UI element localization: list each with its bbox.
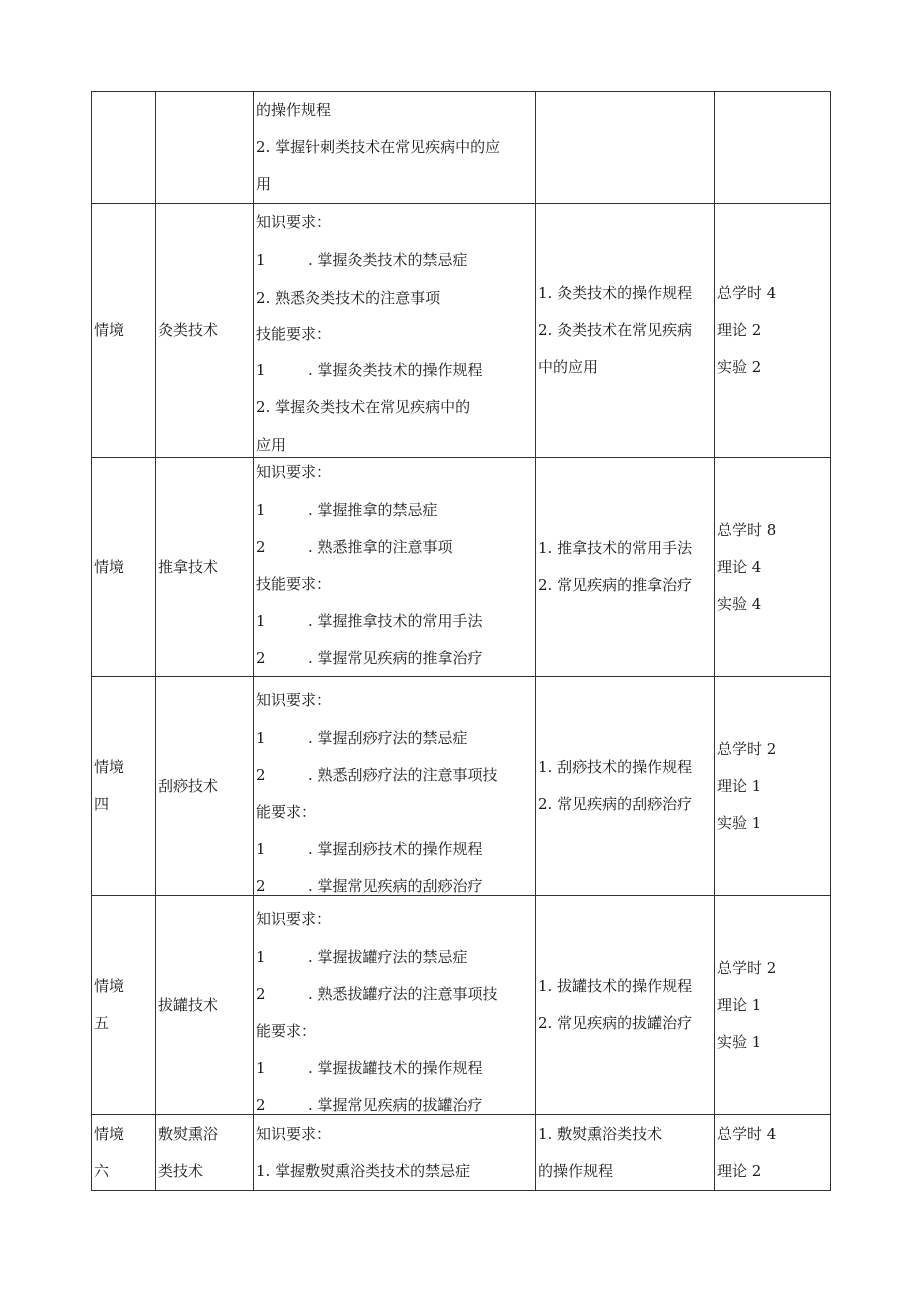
technique-name: 推拿技术 (158, 557, 219, 576)
scene-cell (92, 896, 156, 1115)
content-line: 1. 推拿技术的常用手法 (538, 539, 693, 557)
requirement-text: . 掌握刮痧技术的操作规程 (308, 840, 483, 858)
scene-label: 情境 (94, 758, 125, 776)
technique-cell (156, 896, 254, 1115)
table-row (92, 896, 831, 1115)
hours-line: 理论 2 (717, 321, 762, 339)
technique-name: 灸类技术 (158, 321, 219, 339)
requirements-cell (254, 458, 536, 677)
scene-label: 情境 (94, 321, 125, 339)
requirement-line: 2. 熟悉灸类技术的注意事项 (256, 289, 441, 307)
requirement-line (256, 352, 535, 389)
technique-cell (156, 677, 254, 896)
requirement-line: 应用 (256, 436, 287, 454)
technique-cell (156, 1115, 254, 1191)
scene-label: 情境 (94, 1124, 125, 1143)
requirement-text: . 掌握刮痧疗法的禁忌症 (308, 729, 468, 747)
requirement-line: 技能要求： (256, 575, 332, 593)
content-line: 1. 刮痧技术的操作规程 (538, 758, 693, 776)
item-number: 2 (256, 985, 266, 1003)
requirements-cell (254, 204, 536, 458)
item-number: 2 (256, 538, 266, 556)
content-line: 1. 灸类技术的操作规程 (538, 284, 693, 302)
requirements-cell (254, 92, 536, 204)
table-row (92, 92, 831, 204)
hours-line: 实验 4 (717, 594, 762, 613)
hours-line: 总学时 4 (717, 1124, 777, 1143)
requirement-line (256, 242, 535, 280)
requirement-text: . 掌握常见疾病的拔罐治疗 (308, 1096, 483, 1114)
table-row (92, 1115, 831, 1191)
requirement-text: . 掌握拔罐疗法的禁忌症 (308, 948, 468, 966)
requirement-line (256, 720, 535, 757)
scene-cell (92, 677, 156, 896)
item-number: 1 (256, 361, 266, 379)
technique-cell (156, 204, 254, 458)
table-row (92, 677, 831, 896)
technique-name: 类技术 (158, 1161, 204, 1180)
item-number: 1 (256, 840, 266, 858)
technique-name: 敷熨熏浴 (158, 1124, 219, 1143)
item-number: 1 (256, 1059, 266, 1077)
hours-line: 实验 1 (717, 1032, 762, 1051)
requirement-line (256, 976, 535, 1013)
scene-label: 四 (94, 795, 110, 813)
hours-line: 实验 2 (717, 358, 762, 376)
technique-name: 刮痧技术 (158, 776, 219, 795)
requirement-line (256, 939, 535, 976)
item-number: 2 (256, 649, 266, 667)
requirement-line (256, 1050, 535, 1087)
requirement-text: . 掌握灸类技术的禁忌症 (308, 251, 468, 269)
item-number: 1 (256, 612, 266, 630)
requirement-text: . 掌握常见疾病的刮痧治疗 (308, 877, 483, 895)
table-row (92, 458, 831, 677)
content-line: 2. 常见疾病的刮痧治疗 (538, 795, 693, 813)
hours-cell (715, 204, 831, 458)
item-number: 2 (256, 877, 266, 895)
requirement-line (256, 868, 535, 895)
requirement-text: . 熟悉刮痧疗法的注意事项技 (308, 766, 498, 784)
course-plan-table (91, 91, 831, 1191)
requirement-line: 用 (256, 175, 272, 193)
hours-line: 实验 1 (717, 813, 762, 832)
requirement-line: 能要求： (256, 1022, 317, 1040)
requirement-line: 1. 掌握敷熨熏浴类技术的禁忌症 (256, 1161, 471, 1180)
requirement-line: 2. 掌握针刺类技术在常见疾病中的应 (256, 138, 501, 156)
content-line: 2. 常见疾病的拔罐治疗 (538, 1014, 693, 1032)
hours-line: 理论 1 (717, 776, 762, 795)
requirement-line: 的操作规程 (256, 101, 332, 119)
scene-label: 情境 (94, 557, 125, 576)
requirements-cell (254, 677, 536, 896)
requirement-line (256, 492, 535, 529)
requirement-line: 知识要求： (256, 463, 332, 481)
hours-cell (715, 896, 831, 1115)
requirement-text: . 掌握推拿的禁忌症 (308, 501, 438, 519)
item-number: 1 (256, 729, 266, 747)
hours-line: 总学时 2 (717, 958, 777, 977)
hours-line: 总学时 4 (717, 284, 777, 302)
table-row (92, 204, 831, 458)
hours-cell (715, 1115, 831, 1191)
content-cell (536, 204, 715, 458)
requirement-line (256, 529, 535, 566)
content-line: 1. 拔罐技术的操作规程 (538, 977, 693, 995)
content-line: 2. 灸类技术在常见疾病 (538, 321, 693, 339)
content-cell (536, 677, 715, 896)
hours-line: 总学时 8 (717, 520, 777, 539)
hours-line: 理论 4 (717, 557, 762, 576)
item-number: 2 (256, 1096, 266, 1114)
requirement-text: . 熟悉拔罐疗法的注意事项技 (308, 985, 498, 1003)
technique-cell (156, 92, 254, 204)
item-number: 2 (256, 766, 266, 784)
hours-cell (715, 458, 831, 677)
requirement-text: . 掌握常见疾病的推拿治疗 (308, 649, 483, 667)
content-cell (536, 896, 715, 1115)
requirement-line (256, 1087, 535, 1114)
requirement-text: . 熟悉推拿的注意事项 (308, 538, 453, 556)
requirement-text: . 掌握灸类技术的操作规程 (308, 361, 483, 379)
requirement-line: 能要求： (256, 803, 317, 821)
requirement-text: . 掌握拔罐技术的操作规程 (308, 1059, 483, 1077)
content-line: 的操作规程 (538, 1161, 614, 1180)
requirements-cell (254, 1115, 536, 1191)
requirement-line (256, 831, 535, 868)
item-number: 1 (256, 501, 266, 519)
scene-cell (92, 204, 156, 458)
requirement-line (256, 640, 535, 676)
hours-cell (715, 92, 831, 204)
content-line: 中的应用 (538, 358, 599, 376)
requirement-line: 知识要求： (256, 1124, 332, 1143)
requirement-line (256, 603, 535, 640)
scene-label: 情境 (94, 977, 125, 995)
content-cell (536, 1115, 715, 1191)
technique-cell (156, 458, 254, 677)
requirement-line: 2. 掌握灸类技术在常见疾病中的 (256, 398, 471, 416)
content-line: 2. 常见疾病的推拿治疗 (538, 576, 693, 594)
requirement-text: . 掌握推拿技术的常用手法 (308, 612, 483, 630)
requirement-line (256, 757, 535, 794)
scene-cell (92, 458, 156, 677)
content-cell (536, 92, 715, 204)
scene-label: 五 (94, 1014, 110, 1032)
technique-name: 拔罐技术 (158, 995, 219, 1014)
requirements-cell (254, 896, 536, 1115)
hours-line: 理论 1 (717, 995, 762, 1014)
scene-cell (92, 1115, 156, 1191)
requirement-line: 知识要求： (256, 910, 332, 928)
scene-cell (92, 92, 156, 204)
requirement-line: 知识要求： (256, 691, 332, 709)
requirement-line: 知识要求： (256, 213, 332, 231)
hours-cell (715, 677, 831, 896)
item-number: 1 (256, 948, 266, 966)
hours-line: 理论 2 (717, 1161, 762, 1180)
hours-line: 总学时 2 (717, 739, 777, 758)
requirement-line: 技能要求： (256, 325, 332, 343)
scene-label: 六 (94, 1161, 110, 1180)
content-line: 1. 敷熨熏浴类技术 (538, 1124, 663, 1143)
item-number: 1 (256, 251, 266, 269)
content-cell (536, 458, 715, 677)
